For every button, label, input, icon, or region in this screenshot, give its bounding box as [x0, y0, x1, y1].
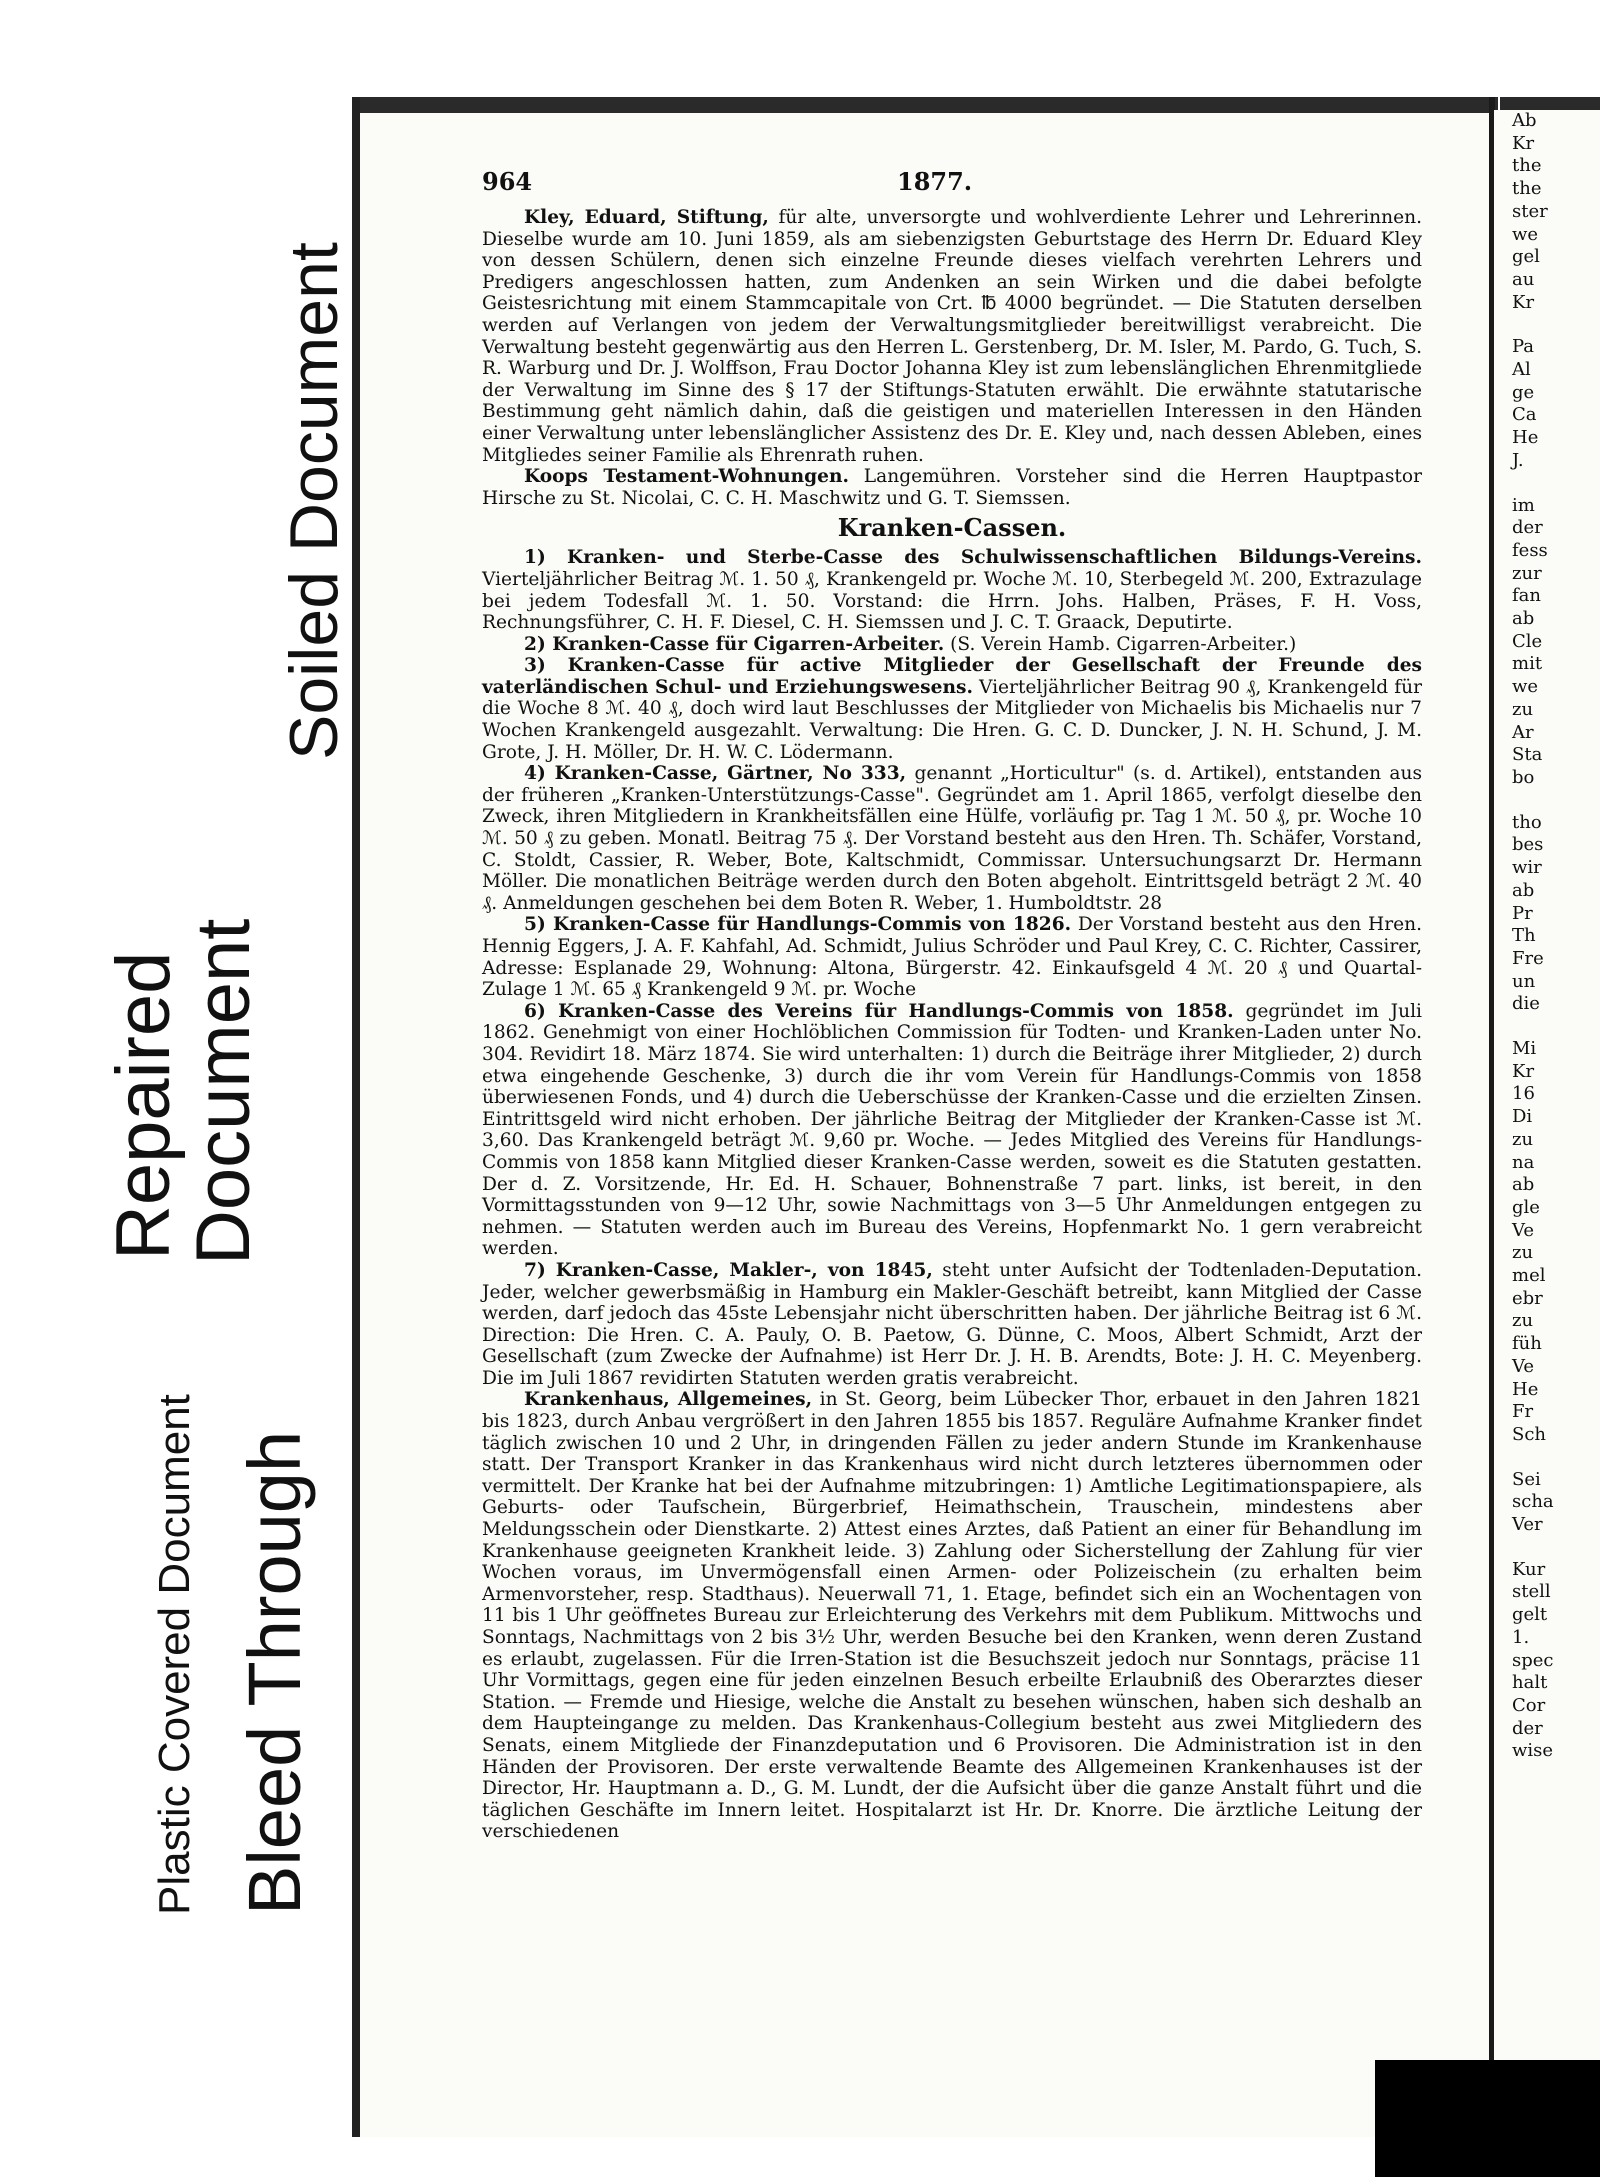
- text-fragment: stell: [1512, 1581, 1551, 1603]
- adjacent-page-fragment: [1494, 110, 1600, 2130]
- text-fragment: Fr: [1512, 1401, 1534, 1423]
- text-fragment: gel: [1512, 246, 1540, 268]
- text-fragment: J.: [1512, 449, 1524, 471]
- entry-kasse-1: [482, 547, 1422, 633]
- soiled-document-label: Soiled Document: [276, 242, 352, 760]
- entry-heading: Kley, Eduard, Stiftung,: [524, 207, 769, 228]
- text-fragment: wir: [1512, 857, 1542, 879]
- text-fragment: Ve: [1512, 1219, 1534, 1241]
- fragment-gap: [1494, 473, 1600, 495]
- entry-heading: 1) Kranken- und Sterbe-Casse des Schulwissenschaftlichen Bildungs-Vereins.: [524, 547, 1422, 569]
- text-fragment: Kur: [1512, 1558, 1546, 1580]
- text-fragment: the: [1512, 178, 1542, 200]
- text-fragment: halt: [1512, 1672, 1548, 1694]
- entry-kasse-2: [482, 634, 1422, 656]
- text-fragment: Kr: [1512, 291, 1535, 313]
- entry-kasse-3: [482, 655, 1422, 763]
- body-text: [482, 207, 1422, 1843]
- text-fragment: zu: [1512, 1128, 1534, 1150]
- entry-heading: 3) Kranken-Casse für active Mitglieder der Gesellschaft der Freunde des vaterländischen Schul- und Erziehungswesens.: [482, 655, 1422, 698]
- text-fragment: Fre: [1512, 947, 1544, 969]
- entry-body: Der Vorstand besteht aus den Hren. Hennig Eggers, J. A. F. Kahfahl, Ad. Schmidt, Julius Schröder und Paul Krey, C. C. Richter, Cassirer, Adresse: Esplanade 29, Wohnung: Altona, Bürgerstr. 42. Einkaufsgeld 4 ℳ. 20 ₰ und Quartal-Zulage 1 ℳ. 65 ₰ Krankengeld 9 ℳ. pr. Woche: [482, 914, 1422, 1001]
- page-year: 1877.: [897, 167, 973, 196]
- entry-heading: 2) Kranken-Casse für Cigarren-Arbeiter.: [524, 633, 945, 655]
- text-fragment: gle: [1512, 1196, 1540, 1218]
- entry-body: gegründet im Juli 1862. Genehmigt von einer Hochlöblichen Commission für Todten- und Kranken-Laden unter No. 304. Revidirt 18. März 1874. Sie wird unterhalten: 1) durch die Beiträge ihrer Mitglieder, 2) durch etwa eingehende Geschenke, 3) durch die ihr vom Verein für Handlungs-Commis von 1858 überwiesenen Fonds, und 4) durch die Ueberschüsse der Kranken-Casse und die erzielten Zinsen. Eintrittsgeld wird nicht erhoben. Der jährliche Beitrag der Mitglieder der Kranken-Casse ist ℳ. 3,60. Das Krankengeld beträgt ℳ. 9,60 pr. Woche. — Jedes Mitglied des Vereins für Handlungs-Commis von 1858 kann Mitglied dieser Kranken-Casse werden, soweit es die Statuten gestatten. Der d. Z. Vorsitzende, Hr. Ed. H. Schauer, Bohnenstraße 7 part. links, ist bereit, in den Vormittagsstunden von 9—12 Uhr, sowie Nachmittags von 3—5 Uhr Anmeldungen entgegen zu nehmen. — Statuten werden auch im Bureau des Vereins, Hopfenmarkt No. 1 gern verabreicht werden.: [482, 1000, 1422, 1260]
- repaired-label: Repaired: [101, 951, 186, 1260]
- text-fragment: Ver: [1512, 1514, 1543, 1536]
- entry-heading: Krankenhaus, Allgemeines,: [524, 1389, 813, 1411]
- text-fragment: un: [1512, 970, 1536, 992]
- text-fragment: füh: [1512, 1333, 1542, 1355]
- text-fragment: He: [1512, 1378, 1539, 1400]
- text-fragment: Di: [1512, 1106, 1533, 1128]
- page-number: 964: [482, 167, 533, 196]
- entry-kasse-5: [482, 914, 1422, 1000]
- entry-heading: 7) Kranken-Casse, Makler-, von 1845,: [524, 1259, 933, 1281]
- bleed-through-label: Bleed Through: [233, 1430, 316, 1915]
- text-fragment: 1.: [1512, 1626, 1530, 1648]
- text-fragment: der: [1512, 1717, 1543, 1739]
- text-fragment: Pa: [1512, 336, 1535, 358]
- text-fragment: Kr: [1512, 132, 1535, 154]
- text-fragment: tho: [1512, 811, 1542, 833]
- entry-body: Vierteljährlicher Beitrag ℳ. 1. 50 ₰, Krankengeld pr. Woche ℳ. 10, Sterbegeld ℳ. 200, Extrazulage bei jedem Todesfall ℳ. 1. 50. Vorstand: die Hrrn. Johs. Halben, Präses, F. H. Voss, Rechnungsführer, C. H. F. Diesel, C. H. Siemssen und J. C. T. Graack, Deputirte.: [482, 568, 1422, 634]
- plastic-covered-label: Plastic Covered Document: [150, 1394, 199, 1915]
- entry-kley: [482, 207, 1422, 466]
- entry-heading: 5) Kranken-Casse für Handlungs-Commis von 1826.: [524, 914, 1072, 936]
- text-fragment: ab: [1512, 879, 1535, 901]
- entry-heading: 4) Kranken-Casse, Gärtner, No 333,: [524, 763, 907, 785]
- text-fragment: He: [1512, 427, 1539, 449]
- fragment-gap: [1494, 790, 1600, 812]
- text-fragment: Cle: [1512, 630, 1543, 652]
- text-fragment: ab: [1512, 1174, 1535, 1196]
- text-fragment: fess: [1512, 539, 1548, 561]
- fragment-gap: [1494, 1537, 1600, 1559]
- text-fragment: the: [1512, 155, 1542, 177]
- entry-body: genannt „Horticultur" (s. d. Artikel), entstanden aus der früheren „Kranken-Unterstützungs-Casse". Gegründet am 1. April 1865, verfolgt dieselbe den Zweck, ihren Mitgliedern in Krankheitsfällen eine Hülfe, vorläufig pr. Tag 1 ℳ. 50 ₰, pr. Woche 10 ℳ. 50 ₰ zu geben. Monatl. Beitrag 75 ₰. Der Vorstand besteht aus den Hren. Th. Schäfer, Vorstand, C. Stoldt, Cassier, R. Weber, Bote, Kaltschmidt, Commissar. Untersuchungsarzt Dr. Hermann Möller. Die monatlichen Beiträge werden durch den Boten abgeholt. Eintrittsgeld beträgt 2 ℳ. 40 ₰. Anmeldungen geschehen bei dem Boten R. Weber, 1. Humboldtstr. 28: [482, 763, 1422, 914]
- entry-body: für alte, unversorgte und wohlverdiente Lehrer und Lehrerinnen. Dieselbe wurde am 10. Juni 1859, als am siebenzigsten Geburtstage des Herrn Dr. Eduard Kley von dessen Schülern, denen sich einzelne Freunde dieses vielfach verehrten Lehrers und Predigers angeschlossen hatten, zum Andenken an sein Wirken und die dabei befolgte Geistesrichtung mit einem Stammcapitale von Crt. ℔ 4000 begründet. — Die Statuten derselben werden auf Verlangen von jedem der Verwaltungsmitglieder bereitwilligst verabreicht. Die Verwaltung besteht gegenwärtig aus den Herren L. Gerstenberg, Dr. M. Isler, M. Pardo, G. Tuch, S. R. Warburg und Dr. J. Wolffson, Frau Doctor Johanna Kley ist zum lebenslänglichen Ehrenmitgliede der Verwaltung im Sinne des § 17 der Stiftungs-Statuten erwählt. Die erwähnte statutarische Bestimmung geht nämlich dahin, daß die geistigen und materiellen Interessen in den Händen einer Verwaltung unter lebenslänglicher Assistenz des Dr. E. Kley und, nach dessen Ableben, eines Mitgliedes seiner Familie als Ehrenrath ruhen.: [482, 207, 1423, 466]
- text-fragment: wise: [1512, 1740, 1554, 1762]
- text-fragment: mit: [1512, 653, 1543, 675]
- text-fragment: Ca: [1512, 404, 1537, 426]
- text-fragment: gelt: [1512, 1604, 1548, 1626]
- text-fragment: Al: [1512, 359, 1531, 381]
- text-fragment: Cor: [1512, 1695, 1546, 1716]
- text-fragment: Ar: [1512, 721, 1534, 743]
- text-fragment: spec: [1512, 1649, 1554, 1671]
- text-fragment: au: [1512, 268, 1535, 290]
- text-fragment: Mi: [1512, 1038, 1537, 1060]
- text-fragment: Kr: [1512, 1060, 1535, 1082]
- text-fragment: Pr: [1512, 902, 1533, 924]
- text-fragment: fan: [1512, 585, 1541, 607]
- text-fragment: zu: [1512, 698, 1534, 720]
- entry-heading: 6) Kranken-Casse des Vereins für Handlungs-Commis von 1858.: [524, 1000, 1234, 1022]
- entry-krankenhaus: [482, 1389, 1422, 1842]
- text-fragment: Sei: [1512, 1468, 1541, 1490]
- scan-edge-bottom: [1375, 2060, 1600, 2177]
- fragment-gap: [1494, 1016, 1600, 1038]
- scanned-page: [352, 97, 1498, 2137]
- text-fragment: na: [1512, 1151, 1535, 1173]
- entry-body: Langemühren. Vorsteher sind die Herren Hauptpastor Hirsche zu St. Nicolai, C. C. H. Maschwitz und G. T. Siemssen.: [482, 466, 1422, 509]
- entry-body: (S. Verein Hamb. Cigarren-Arbeiter.): [950, 633, 1297, 655]
- text-fragment: Th: [1512, 925, 1536, 947]
- text-fragment: zu: [1512, 1310, 1534, 1332]
- text-fragment: der: [1512, 517, 1543, 539]
- text-fragment: ge: [1512, 381, 1535, 403]
- text-fragment: die: [1512, 993, 1540, 1015]
- text-fragment: zu: [1512, 1242, 1534, 1264]
- text-fragment: we: [1512, 223, 1539, 245]
- fragment-gap: [1494, 314, 1600, 336]
- entry-koops: [482, 466, 1422, 509]
- text-fragment: Ve: [1512, 1355, 1534, 1377]
- text-fragment: bes: [1512, 834, 1544, 856]
- entry-body: Vierteljährlicher Beitrag 90 ₰, Krankengeld für die Woche 8 ℳ. 40 ₰, doch wird laut Beschlusses der Mitglieder von Michaelis bis Michaelis nur 7 Wochen Krankengeld ausgezahlt. Verwaltung: Die Hren. G. C. D. Duncker, J. N. H. Schund, J. M. Grote, J. H. Möller, Dr. H. W. C. Lödermann.: [482, 676, 1422, 763]
- section-title: Kranken-Cassen.: [837, 513, 1067, 543]
- entry-kasse-6: [482, 1001, 1422, 1260]
- text-fragment: ster: [1512, 200, 1548, 222]
- text-fragment: Sch: [1512, 1423, 1547, 1445]
- text-fragment: ab: [1512, 608, 1535, 630]
- document-label: Document: [181, 918, 266, 1265]
- entry-kasse-4: [482, 763, 1422, 914]
- text-fragment: bo: [1512, 766, 1535, 788]
- entry-body: in St. Georg, beim Lübecker Thor, erbauet in den Jahren 1821 bis 1823, durch Anbau vergrößert in den Jahren 1855 bis 1857. Reguläre Aufnahme Kranker findet täglich zwischen 10 und 2 Uhr, in dringenden Fällen zu jeder andern Stunde im Krankenhause statt. Der Transport Kranker in das Krankenhaus wird nicht durch letzteres übernommen oder vermittelt. Der Kranke hat bei der Aufnahme mitzubringen: 1) Amtliche Legitimationspapiere, als Geburts- oder Taufschein, Bürgerbrief, Heimathschein, Trauschein, mindestens aber Meldungsschein oder Dienstkarte. 2) Attest eines Arztes, daß Patient an einer für Behandlung im Krankenhause geeigneten Krankheit leide. 3) Zahlung oder Sicherstellung der Zahlung für vier Wochen voraus, im Unvermögensfall einen Armen- oder Polizeischein (zu erhalten beim Armenvorsteher, resp. Stadthaus). Neuerwall 71, 1. Etage, befindet sich ein an Wochentagen von 11 bis 1 Uhr geöffnetes Bureau zur Erleichterung des Verkehrs mit dem Publikum. Mittwochs und Sonntags, Nachmittags von 2 bis 3½ Uhr, werden Besuche bei den Kranken, wenn deren Zustand es erlaubt, zugelassen. Für die Irren-Station ist die Besuchszeit jedoch nur Sonntags, präcise 11 Uhr Vormittags, gegen eine für jeden einzelnen Besuch erbeilte Erlaubniß des Oberarztes dieser Station. — Fremde und Hiesige, welche die Anstalt zu besehen wünschen, haben sich deshalb an dem Haupteingange zu melden. Das Krankenhaus-Collegium besteht aus zwei Mitgliedern des Senats, einem Mitgliede der Finanzdeputation und 6 Provisoren. Die Administration ist in den Händen der Provisoren. Der erste verwaltende Beamte des Allgemeinen Krankenhauses ist der Director, Hr. Hauptmann a. D., G. M. Lundt, der die Aufsicht über die ganze Anstalt führt und die täglichen Geschäfte im Innern leitet. Hospitalarzt ist Hr. Dr. Knorre. Die ärztliche Leitung der verschiedenen: [482, 1389, 1422, 1843]
- entry-kasse-7: [482, 1260, 1422, 1390]
- text-fragment: we: [1512, 676, 1539, 698]
- text-fragment: Ab: [1512, 110, 1537, 131]
- text-fragment: ebr: [1512, 1287, 1543, 1309]
- text-fragment: 16: [1512, 1083, 1535, 1105]
- text-fragment: mel: [1512, 1265, 1546, 1287]
- text-fragment: im: [1512, 494, 1535, 516]
- text-fragment: zur: [1512, 562, 1542, 584]
- fragment-gap: [1494, 1447, 1600, 1469]
- text-fragment: scha: [1512, 1491, 1554, 1513]
- page-header: [482, 167, 1382, 201]
- entry-heading: Koops Testament-Wohnungen.: [524, 466, 849, 488]
- entry-body: steht unter Aufsicht der Todtenladen-Deputation. Jeder, welcher gewerbsmäßig in Hamburg ein Makler-Geschäft betreibt, kann Mitglied der Casse werden, darf jedoch das 45ste Lebensjahr nicht überschritten haben. Der jährliche Beitrag ist 6 ℳ. Direction: Die Hren. C. A. Pauly, O. B. Paetow, G. Dünne, C. Moos, Albert Schmidt, Arzt der Gesellschaft (zum Zwecke der Aufnahme) ist Herr Dr. J. H. B. Arendts, Bote: J. H. C. Meyenberg. Die im Juli 1867 revidirten Statuten werden gratis verabreicht.: [482, 1259, 1422, 1389]
- text-fragment: Sta: [1512, 744, 1543, 766]
